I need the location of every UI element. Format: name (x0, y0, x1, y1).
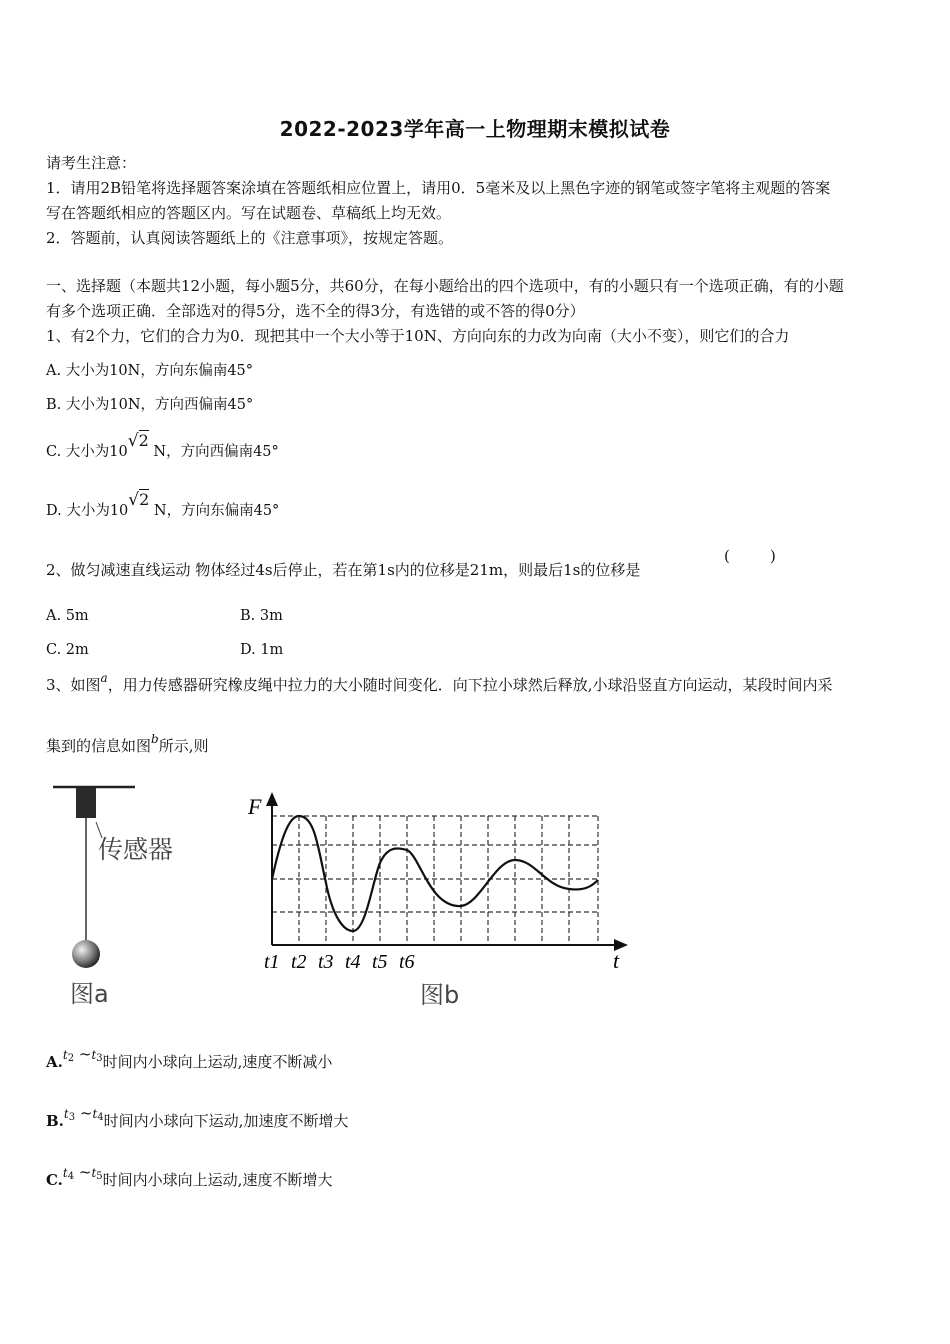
t-subscript: 5 (96, 1171, 103, 1182)
question-3-option-b (46, 1104, 349, 1134)
option-text: 时间内小球向上运动,速度不断减小 (102, 1053, 333, 1071)
stem-line2-suffix: 所示,则 (158, 737, 209, 755)
question-1-option-a: A. 大小为10N，方向东偏南45° (46, 363, 254, 379)
f-axis-label: F (248, 794, 262, 819)
section-header-line-1: 一、选择题（本题共12小题，每小题5分，共60分，在每小题给出的四个选项中，有的小题只有一个选项正确，有的小题 (46, 277, 844, 295)
t-subscript: 4 (97, 1112, 104, 1123)
figure-b (240, 788, 640, 1013)
stem-line2-prefix: 集到的信息如图 (46, 737, 152, 755)
question-2-option-b: B. 3m (240, 608, 283, 624)
question-2-option-a: A. 5m (46, 608, 89, 624)
figure-b-caption: 图b (420, 981, 460, 1009)
force-curve (272, 816, 598, 931)
option-label: A. (46, 1053, 63, 1071)
t-subscript: 3 (68, 1112, 76, 1123)
question-1-option-b: B. 大小为10N，方向西偏南45° (46, 397, 254, 413)
page-title: 2022-2023学年高一上物理期末模拟试卷 (279, 117, 671, 141)
option-text: 时间内小球向上运动,速度不断增大 (102, 1171, 333, 1189)
notice-line-3: 2．答题前，认真阅读答题纸上的《注意事项》，按规定答题。 (46, 229, 454, 247)
option-d-suffix: N，方向东偏南45° (153, 503, 280, 519)
t-symbol: t (62, 1048, 68, 1062)
notice-line-2: 写在答题纸相应的答题区内。写在试题卷、草稿纸上均无效。 (46, 204, 452, 222)
tick-t1: t1 (264, 951, 280, 973)
option-d-prefix: D. 大小为10 (46, 503, 129, 519)
f-axis-arrow (266, 792, 278, 806)
sensor-label: 传感器 (98, 835, 174, 864)
sensor-block (76, 788, 96, 818)
tick-t3: t3 (318, 951, 334, 973)
t-symbol: t (91, 1048, 97, 1062)
notice-heading: 请考生注意： (46, 154, 137, 172)
question-1-option-d (46, 490, 280, 521)
t-symbol: t (91, 1166, 97, 1180)
sqrt-symbol: √ (128, 490, 140, 510)
figure-b-ref: b (151, 732, 159, 746)
tick-t2: t2 (291, 951, 307, 973)
question-2-option-d: D. 1m (240, 642, 284, 658)
t-symbol: t (92, 1107, 98, 1121)
option-c-suffix: N，方向西偏南45° (153, 444, 279, 460)
t-symbol: t (62, 1166, 68, 1180)
tick-t4: t4 (345, 951, 361, 973)
t-ticks (264, 951, 415, 973)
figure-a-ref: a (100, 671, 108, 685)
figure-a (40, 780, 200, 1010)
question-3-stem (46, 671, 833, 696)
question-1-option-c (46, 431, 279, 462)
t-subscript: 3 (96, 1053, 103, 1064)
tilde: ~ (78, 1045, 92, 1063)
option-label: B. (46, 1112, 64, 1130)
t-subscript: 4 (67, 1171, 75, 1182)
sqrt-radicand: 2 (138, 431, 149, 450)
stem-prefix: 3、如图 (46, 676, 101, 694)
section-header-line-2: 有多个选项正确．全部选对的得5分，选不全的得3分，有选错的或不答的得0分） (46, 302, 585, 320)
t-subscript: 2 (67, 1053, 75, 1064)
question-3-stem-line-2 (46, 732, 209, 757)
sqrt-symbol: √ (127, 431, 139, 451)
question-3-option-a (46, 1045, 333, 1075)
tick-t5: t5 (372, 951, 388, 973)
answer-paren-open: ( (724, 547, 730, 565)
figure-a-caption: 图a (70, 980, 109, 1008)
t-axis-label: t (613, 948, 620, 973)
answer-paren-close: ) (770, 547, 776, 565)
tilde: ~ (78, 1163, 92, 1181)
sqrt-radicand: 2 (139, 490, 150, 509)
question-3-option-c (46, 1163, 333, 1193)
question-2-stem: 2、做匀减速直线运动 物体经过4s后停止，若在第1s内的位移是21m，则最后1s的位移是 (46, 561, 641, 579)
question-2-option-c: C. 2m (46, 642, 89, 658)
tilde: ~ (79, 1104, 93, 1122)
option-label: C. (46, 1171, 63, 1189)
question-1-stem: 1、有2个力，它们的合力为0．现把其中一个大小等于10N、方向向东的力改为向南（大小不变），则它们的合力 (46, 327, 790, 345)
option-c-prefix: C. 大小为10 (46, 444, 128, 460)
stem-suffix: ，用力传感器研究橡皮绳中拉力的大小随时间变化．向下拉小球然后释放,小球沿竖直方向运动，某段时间内采 (107, 676, 833, 694)
notice-line-1: 1．请用2B铅笔将选择题答案涂填在答题纸相应位置上，请用0．5毫米及以上黑色字迹的钢笔或签字笔将主观题的答案 (46, 179, 831, 197)
ball (72, 940, 100, 968)
option-text: 时间内小球向下运动,加速度不断增大 (103, 1112, 349, 1130)
t-symbol: t (63, 1107, 69, 1121)
tick-t6: t6 (399, 951, 415, 973)
